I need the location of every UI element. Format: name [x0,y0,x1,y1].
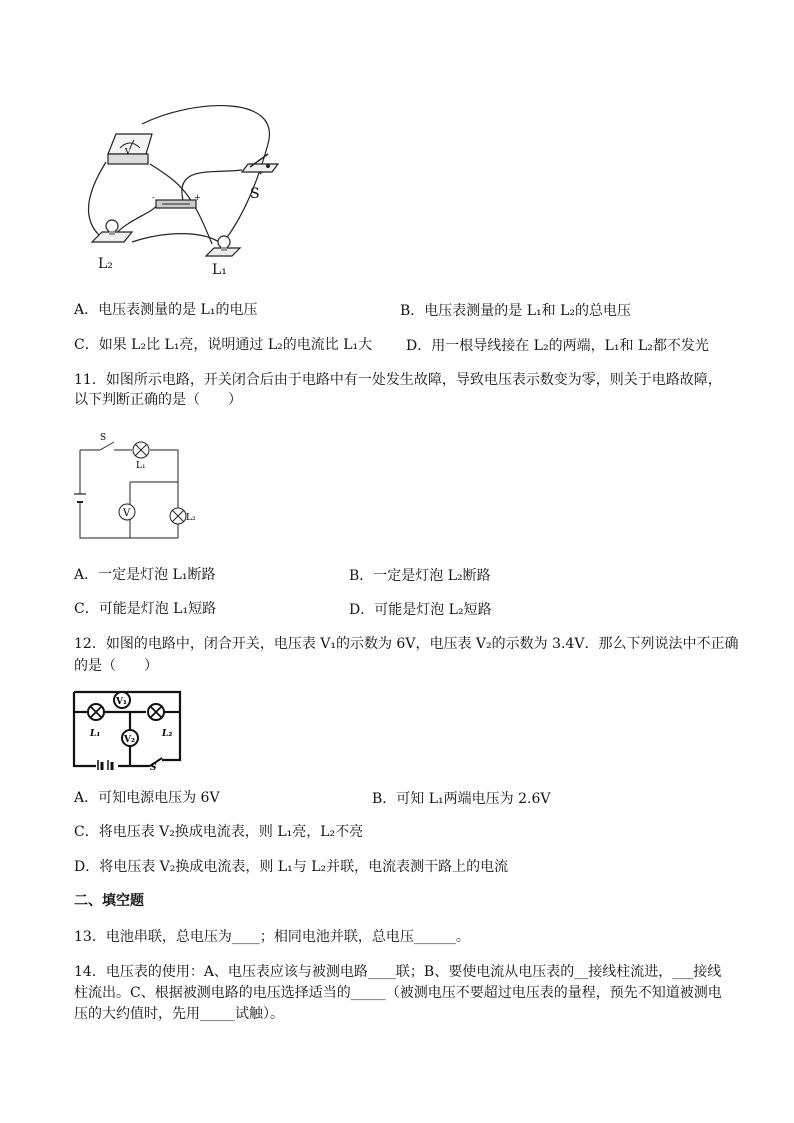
q12-stem-line1: 12．如图的电路中，闭合开关，电压表 V₁的示数为 6V，电压表 V₂的示数为 3.4V．那么下列说法中不正确 [74,636,739,652]
svg-text:V₁: V₁ [116,697,127,707]
q12-voltmeter-v2-icon [122,730,138,746]
svg-text:V: V [123,508,131,519]
q14-line3: 压的大约值时，先用_____试触）。 [74,1006,284,1022]
q11-option-b: B．一定是灯泡 L₂断路 [349,568,491,584]
switch-label: S [250,186,260,202]
q11-option-a: A．一定是灯泡 L₁断路 [74,567,216,583]
q12-lamp-l1-icon [88,704,104,720]
q11-lamp-l1-icon [133,442,149,458]
q12-label-s: S [150,763,157,770]
q12-option-c: C．将电压表 V₂换成电流表，则 L₁亮，L₂不亮 [74,824,364,840]
q11-label-l1: L₁ [136,461,146,471]
fig10-label-l2: L₂ [98,256,113,272]
q14-line2: 柱流出。C、根据被测电路的电压选择适当的_____（被测电压不要超过电压表的量程，预先不知道被测电 [74,985,722,1001]
switch-icon [242,154,278,172]
q11-switch-icon [100,442,114,450]
q12-stem-line2: 的是（ ） [74,658,158,674]
q12-option-d: D．将电压表 V₂换成电流表，则 L₁与 L₂并联，电流表测干路上的电流 [74,859,509,875]
q12-label-l1: L₁ [90,729,101,739]
svg-text:V: V [125,147,131,156]
q11-stem-line2: 以下判断正确的是（ ） [74,392,242,408]
svg-text:-: - [152,193,155,202]
q12-option-b: B．可知 L₁两端电压为 2.6V [372,791,551,807]
q10-option-c: C．如果 L₂比 L₁亮，说明通过 L₂的电流比 L₁大 [74,337,373,353]
q10-option-b: B．电压表测量的是 L₁和 L₂的总电压 [400,303,632,319]
q12-option-a: A．可知电源电压为 6V [74,790,220,806]
q11-label-l2: L₂ [186,513,196,523]
svg-text:+: + [194,193,201,202]
q11-stem-line1: 11．如图所示电路，开关闭合后由于电路中有一处发生故障，导致电压表示数变为零，则关于电路故障， [74,372,722,388]
q12-battery-icon [98,760,112,770]
voltmeter-icon [108,134,152,164]
q11-lamp-l2-icon [170,508,186,524]
q12-lamp-l2-icon [148,704,164,720]
q10-option-d: D．用一根导线接在 L₂的两端，L₁和 L₂都不发光 [406,338,709,354]
q11-voltmeter-icon [119,482,135,520]
q12-label-l2: L₂ [162,729,173,739]
q14-line1: 14．电压表的使用：A、电压表应该与被测电路____联；B、要使电流从电压表的__接线柱流进，___接线 [74,964,722,980]
q11-circuit-figure [70,430,210,540]
battery-icon [152,193,201,208]
q13-text: 13．电池串联，总电压为____；相同电池并联，总电压______。 [74,929,470,945]
q12-voltmeter-v1-icon [114,692,130,708]
q11-option-c: C．可能是灯泡 L₁短路 [74,601,217,617]
q12-circuit-figure [70,688,186,770]
q10-option-a: A．电压表测量的是 L₁的电压 [74,302,258,318]
section-heading: 二、填空题 [74,893,144,909]
q11-label-s: S [100,433,107,443]
bulb-l1-icon [206,236,240,256]
svg-text:V₂: V₂ [124,735,135,745]
fig10-label-l1: L₁ [212,262,227,278]
q11-option-d: D．可能是灯泡 L₂短路 [349,602,492,618]
bulb-l2-icon [92,220,132,242]
